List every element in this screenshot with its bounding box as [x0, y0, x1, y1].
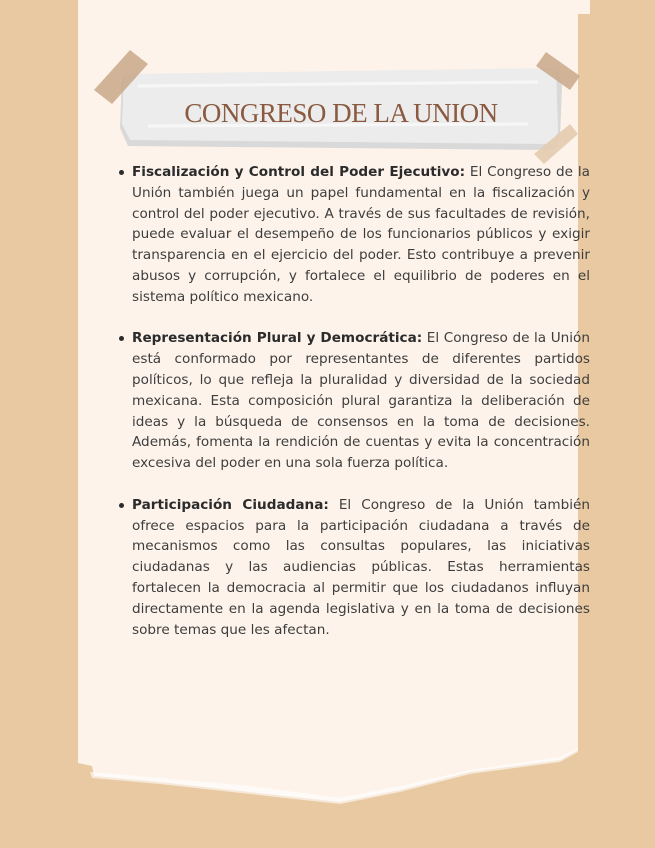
page-title: CONGRESO DE LA UNION: [184, 98, 498, 128]
item-body: El Congreso de la Unión también ofrece espacios para la participación ciudadana a través de mecanismos como las consultas populares, las iniciativas ciudadanas y las audiencias públicas. Estas herramientas fortalecen la democracia al permitir que los ciudadanos influyan directamente en la agenda legislativa y en la toma de decisiones sobre temas que les afectan.: [132, 496, 590, 638]
tape-top-left: [92, 46, 152, 106]
item-heading: Participación Ciudadana:: [132, 496, 329, 513]
list-item: [132, 495, 590, 641]
feature-list: [110, 162, 590, 661]
item-heading: Representación Plural y Democrática:: [132, 330, 423, 347]
list-item: [132, 328, 590, 474]
item-heading: Fiscalización y Control del Poder Ejecutivo:: [132, 164, 466, 180]
item-body: El Congreso de la Unión también juega un papel fundamental en la fiscalización y control del poder ejecutivo. A través de sus facultades de revisión, puede evaluar el desempeño de los funcionarios públicos y exigir transparencia en el ejercicio del poder. Esto contribuye a prevenir abusos y corrupción, y fortalece el equilibrio de poderes en el sistema político mexicano.: [132, 164, 590, 305]
tape-top-right: [530, 50, 590, 100]
item-body: El Congreso de la Unión está conformado por representantes de diferentes partidos políticos, lo que refleja la pluralidad y diversidad de la sociedad mexicana. Esta composición plural garantiza la deliberación de ideas y la búsqueda de consensos en la toma de decisiones. Además, fomenta la rendición de cuentas y evita la concentración excesiva del poder en una sola fuerza política.: [132, 330, 590, 472]
list-item: [132, 162, 590, 308]
